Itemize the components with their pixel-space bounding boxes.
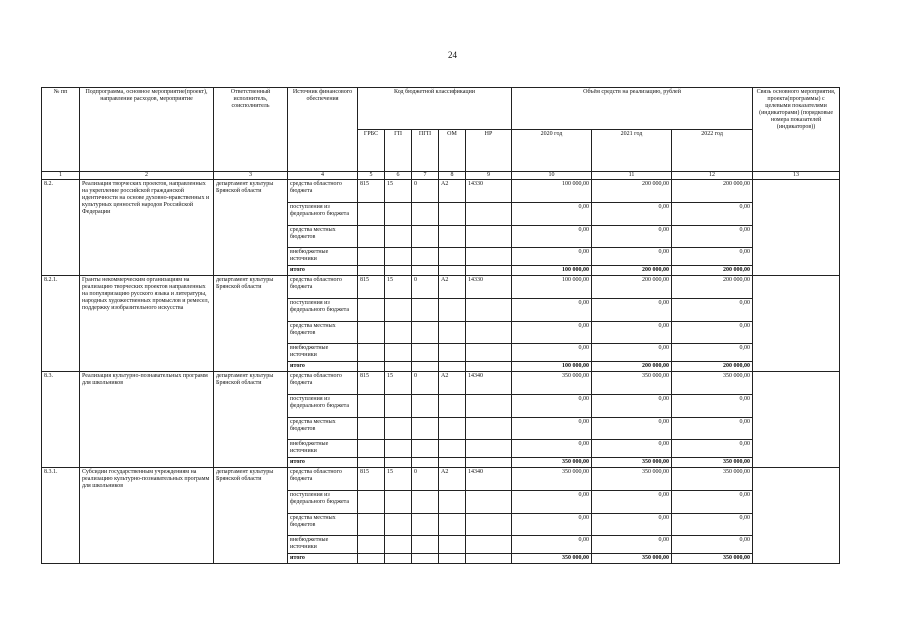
gp-code [385, 203, 412, 226]
gp-code [385, 226, 412, 248]
pgp-code: 0 [412, 276, 439, 299]
om-code [439, 491, 466, 514]
grbs-code [358, 418, 385, 440]
gp-code [385, 536, 412, 554]
source-label: поступления из федерального бюджета [288, 203, 358, 226]
gp-code [385, 322, 412, 344]
block-num: 8.2.1. [42, 276, 80, 372]
amount-2022: 0,00 [672, 418, 753, 440]
column-number: 11 [592, 172, 672, 180]
source-label: внебюджетные источники [288, 440, 358, 458]
om-code [439, 514, 466, 536]
amount-2021: 200 000,00 [592, 266, 672, 276]
block-resp: департамент культуры Брянской области [214, 468, 288, 564]
grbs-code [358, 514, 385, 536]
gp-code [385, 440, 412, 458]
pgp-code: 0 [412, 468, 439, 491]
om-code [439, 458, 466, 468]
pgp-code [412, 322, 439, 344]
amount-2021: 200 000,00 [592, 362, 672, 372]
column-number: 1 [42, 172, 80, 180]
amount-2021: 350 000,00 [592, 372, 672, 395]
om-code [439, 554, 466, 564]
nr-code: 14340 [466, 468, 512, 491]
block-name: Субсидии государственным учреждениям на реализацию культурно-познавательных программ для школьников [80, 468, 214, 564]
om-code: А2 [439, 468, 466, 491]
gp-code: 15 [385, 468, 412, 491]
pgp-code [412, 458, 439, 468]
header-pgp: ПГП [412, 130, 439, 172]
amount-2021: 0,00 [592, 418, 672, 440]
amount-2021: 0,00 [592, 536, 672, 554]
gp-code [385, 514, 412, 536]
grbs-code [358, 299, 385, 322]
nr-code [466, 344, 512, 362]
block-num: 8.2. [42, 180, 80, 276]
grbs-code [358, 395, 385, 418]
grbs-code [358, 554, 385, 564]
grbs-code [358, 536, 385, 554]
pgp-code [412, 418, 439, 440]
grbs-code [358, 322, 385, 344]
column-numbers-row [42, 172, 840, 180]
om-code [439, 362, 466, 372]
amount-2022: 350 000,00 [672, 458, 753, 468]
gp-code: 15 [385, 372, 412, 395]
nr-code [466, 203, 512, 226]
gp-code [385, 344, 412, 362]
source-label: средства областного бюджета [288, 372, 358, 395]
amount-2020: 100 000,00 [512, 180, 592, 203]
om-code [439, 536, 466, 554]
grbs-code: 815 [358, 372, 385, 395]
amount-2020: 0,00 [512, 299, 592, 322]
column-number: 4 [288, 172, 358, 180]
amount-2020: 100 000,00 [512, 266, 592, 276]
grbs-code [358, 362, 385, 372]
grbs-code [358, 226, 385, 248]
amount-2022: 200 000,00 [672, 362, 753, 372]
source-label: итого [288, 554, 358, 564]
pgp-code [412, 362, 439, 372]
amount-2021: 0,00 [592, 203, 672, 226]
budget-table [41, 87, 840, 564]
grbs-code [358, 203, 385, 226]
amount-2022: 0,00 [672, 514, 753, 536]
amount-2022: 200 000,00 [672, 180, 753, 203]
header-name: Подпрограмма, основное мероприятие(проект), направление расходов, мероприятие [80, 88, 214, 172]
source-label: поступления из федерального бюджета [288, 299, 358, 322]
amount-2021: 200 000,00 [592, 180, 672, 203]
header-gp: ГП [385, 130, 412, 172]
nr-code: 14330 [466, 180, 512, 203]
amount-2021: 0,00 [592, 322, 672, 344]
source-label: поступления из федерального бюджета [288, 491, 358, 514]
amount-2022: 0,00 [672, 344, 753, 362]
amount-2022: 0,00 [672, 491, 753, 514]
block-resp: департамент культуры Брянской области [214, 276, 288, 372]
nr-code [466, 536, 512, 554]
amount-2021: 0,00 [592, 344, 672, 362]
header-year-2020: 2020 год [512, 130, 592, 172]
table-row [42, 468, 840, 491]
amount-2021: 350 000,00 [592, 468, 672, 491]
om-code [439, 440, 466, 458]
amount-2020: 350 000,00 [512, 468, 592, 491]
source-label: внебюджетные источники [288, 248, 358, 266]
gp-code [385, 554, 412, 564]
amount-2022: 0,00 [672, 440, 753, 458]
pgp-code [412, 248, 439, 266]
grbs-code [358, 458, 385, 468]
indicator-link [753, 372, 840, 468]
header-responsible: Ответственный исполнитель, соисполнитель [214, 88, 288, 172]
table-row [42, 180, 840, 203]
amount-2020: 0,00 [512, 440, 592, 458]
pgp-code [412, 514, 439, 536]
indicator-link [753, 468, 840, 564]
amount-2021: 0,00 [592, 248, 672, 266]
om-code [439, 266, 466, 276]
table-row [42, 276, 840, 299]
gp-code: 15 [385, 180, 412, 203]
nr-code: 14330 [466, 276, 512, 299]
amount-2020: 0,00 [512, 395, 592, 418]
pgp-code: 0 [412, 180, 439, 203]
gp-code [385, 248, 412, 266]
nr-code [466, 514, 512, 536]
om-code: А2 [439, 276, 466, 299]
column-number: 2 [80, 172, 214, 180]
source-label: средства областного бюджета [288, 468, 358, 491]
source-label: внебюджетные источники [288, 344, 358, 362]
nr-code [466, 440, 512, 458]
amount-2022: 0,00 [672, 395, 753, 418]
amount-2020: 0,00 [512, 322, 592, 344]
amount-2020: 0,00 [512, 203, 592, 226]
pgp-code [412, 226, 439, 248]
grbs-code [358, 266, 385, 276]
pgp-code [412, 344, 439, 362]
nr-code [466, 362, 512, 372]
pgp-code: 0 [412, 372, 439, 395]
pgp-code [412, 554, 439, 564]
header-source: Источник финансового обеспечения [288, 88, 358, 172]
nr-code [466, 248, 512, 266]
header-num: № пп [42, 88, 80, 172]
pgp-code [412, 536, 439, 554]
nr-code [466, 299, 512, 322]
block-num: 8.3.1. [42, 468, 80, 564]
om-code: А2 [439, 372, 466, 395]
grbs-code: 815 [358, 180, 385, 203]
column-number: 10 [512, 172, 592, 180]
amount-2022: 0,00 [672, 248, 753, 266]
source-label: средства местных бюджетов [288, 514, 358, 536]
amount-2022: 200 000,00 [672, 266, 753, 276]
amount-2022: 0,00 [672, 299, 753, 322]
nr-code [466, 491, 512, 514]
column-number: 13 [753, 172, 840, 180]
source-label: средства областного бюджета [288, 276, 358, 299]
header-volume-group: Объём средств на реализацию, рублей [512, 88, 753, 130]
amount-2022: 350 000,00 [672, 554, 753, 564]
pgp-code [412, 266, 439, 276]
om-code [439, 248, 466, 266]
nr-code [466, 458, 512, 468]
gp-code [385, 299, 412, 322]
nr-code [466, 266, 512, 276]
gp-code [385, 418, 412, 440]
gp-code [385, 458, 412, 468]
amount-2020: 0,00 [512, 226, 592, 248]
amount-2020: 0,00 [512, 514, 592, 536]
om-code [439, 226, 466, 248]
block-resp: департамент культуры Брянской области [214, 180, 288, 276]
grbs-code [358, 344, 385, 362]
column-number: 6 [385, 172, 412, 180]
amount-2020: 0,00 [512, 248, 592, 266]
page-number: 24 [448, 50, 457, 60]
indicator-link [753, 180, 840, 276]
header-indicator-link: Связь основного мероприятия, проекта(программы) с целевыми показателями (индикаторами) (порядковые номера показателей (индикаторов)) [753, 88, 840, 172]
amount-2020: 0,00 [512, 418, 592, 440]
gp-code [385, 491, 412, 514]
amount-2020: 350 000,00 [512, 554, 592, 564]
gp-code [385, 395, 412, 418]
column-number: 7 [412, 172, 439, 180]
block-name: Гранты некоммерческим организациям на реализацию творческих проектов направленных на популяризацию русского языка и литературы, народных художественных промыслов и ремесел, поддержку изобразительного искусства [80, 276, 214, 372]
amount-2022: 0,00 [672, 226, 753, 248]
amount-2020: 0,00 [512, 536, 592, 554]
amount-2022: 0,00 [672, 203, 753, 226]
amount-2021: 350 000,00 [592, 554, 672, 564]
gp-code [385, 362, 412, 372]
header-om: ОМ [439, 130, 466, 172]
pgp-code [412, 395, 439, 418]
om-code [439, 299, 466, 322]
pgp-code [412, 299, 439, 322]
table-row [42, 372, 840, 395]
om-code [439, 344, 466, 362]
source-label: средства местных бюджетов [288, 322, 358, 344]
grbs-code [358, 440, 385, 458]
amount-2021: 0,00 [592, 299, 672, 322]
block-name: Реализация культурно-познавательных программ для школьников [80, 372, 214, 468]
amount-2021: 0,00 [592, 440, 672, 458]
om-code [439, 395, 466, 418]
nr-code [466, 418, 512, 440]
budget-table-body [42, 180, 840, 564]
nr-code: 14340 [466, 372, 512, 395]
source-label: итого [288, 266, 358, 276]
source-label: внебюджетные источники [288, 536, 358, 554]
header-kbk-group: Код бюджетной классификации [358, 88, 512, 130]
source-label: итого [288, 458, 358, 468]
source-label: итого [288, 362, 358, 372]
column-number: 3 [214, 172, 288, 180]
amount-2021: 0,00 [592, 514, 672, 536]
column-number: 5 [358, 172, 385, 180]
nr-code [466, 395, 512, 418]
block-num: 8.3. [42, 372, 80, 468]
amount-2020: 100 000,00 [512, 276, 592, 299]
om-code [439, 418, 466, 440]
amount-2022: 350 000,00 [672, 468, 753, 491]
amount-2022: 0,00 [672, 536, 753, 554]
nr-code [466, 322, 512, 344]
indicator-link [753, 276, 840, 372]
header-year-2022: 2022 год [672, 130, 753, 172]
amount-2020: 100 000,00 [512, 362, 592, 372]
source-label: средства областного бюджета [288, 180, 358, 203]
column-number: 9 [466, 172, 512, 180]
block-resp: департамент культуры Брянской области [214, 372, 288, 468]
gp-code: 15 [385, 276, 412, 299]
amount-2021: 0,00 [592, 226, 672, 248]
nr-code [466, 226, 512, 248]
nr-code [466, 554, 512, 564]
amount-2021: 200 000,00 [592, 276, 672, 299]
block-name: Реализация творческих проектов, направленных на укрепление российской гражданской идентичности на основе духовно-нравственных и культурных ценностей народов Российской Федерации [80, 180, 214, 276]
amount-2022: 350 000,00 [672, 372, 753, 395]
pgp-code [412, 491, 439, 514]
amount-2021: 0,00 [592, 395, 672, 418]
amount-2020: 350 000,00 [512, 372, 592, 395]
grbs-code: 815 [358, 468, 385, 491]
source-label: средства местных бюджетов [288, 226, 358, 248]
amount-2021: 0,00 [592, 491, 672, 514]
amount-2021: 350 000,00 [592, 458, 672, 468]
grbs-code [358, 248, 385, 266]
amount-2020: 350 000,00 [512, 458, 592, 468]
om-code [439, 203, 466, 226]
amount-2022: 0,00 [672, 322, 753, 344]
header-grbs: ГРБС [358, 130, 385, 172]
gp-code [385, 266, 412, 276]
source-label: поступления из федерального бюджета [288, 395, 358, 418]
column-number: 8 [439, 172, 466, 180]
header-nr: НР [466, 130, 512, 172]
amount-2020: 0,00 [512, 344, 592, 362]
pgp-code [412, 440, 439, 458]
grbs-code [358, 491, 385, 514]
om-code [439, 322, 466, 344]
amount-2020: 0,00 [512, 491, 592, 514]
amount-2022: 200 000,00 [672, 276, 753, 299]
header-year-2021: 2021 год [592, 130, 672, 172]
column-number: 12 [672, 172, 753, 180]
om-code: А2 [439, 180, 466, 203]
grbs-code: 815 [358, 276, 385, 299]
source-label: средства местных бюджетов [288, 418, 358, 440]
pgp-code [412, 203, 439, 226]
